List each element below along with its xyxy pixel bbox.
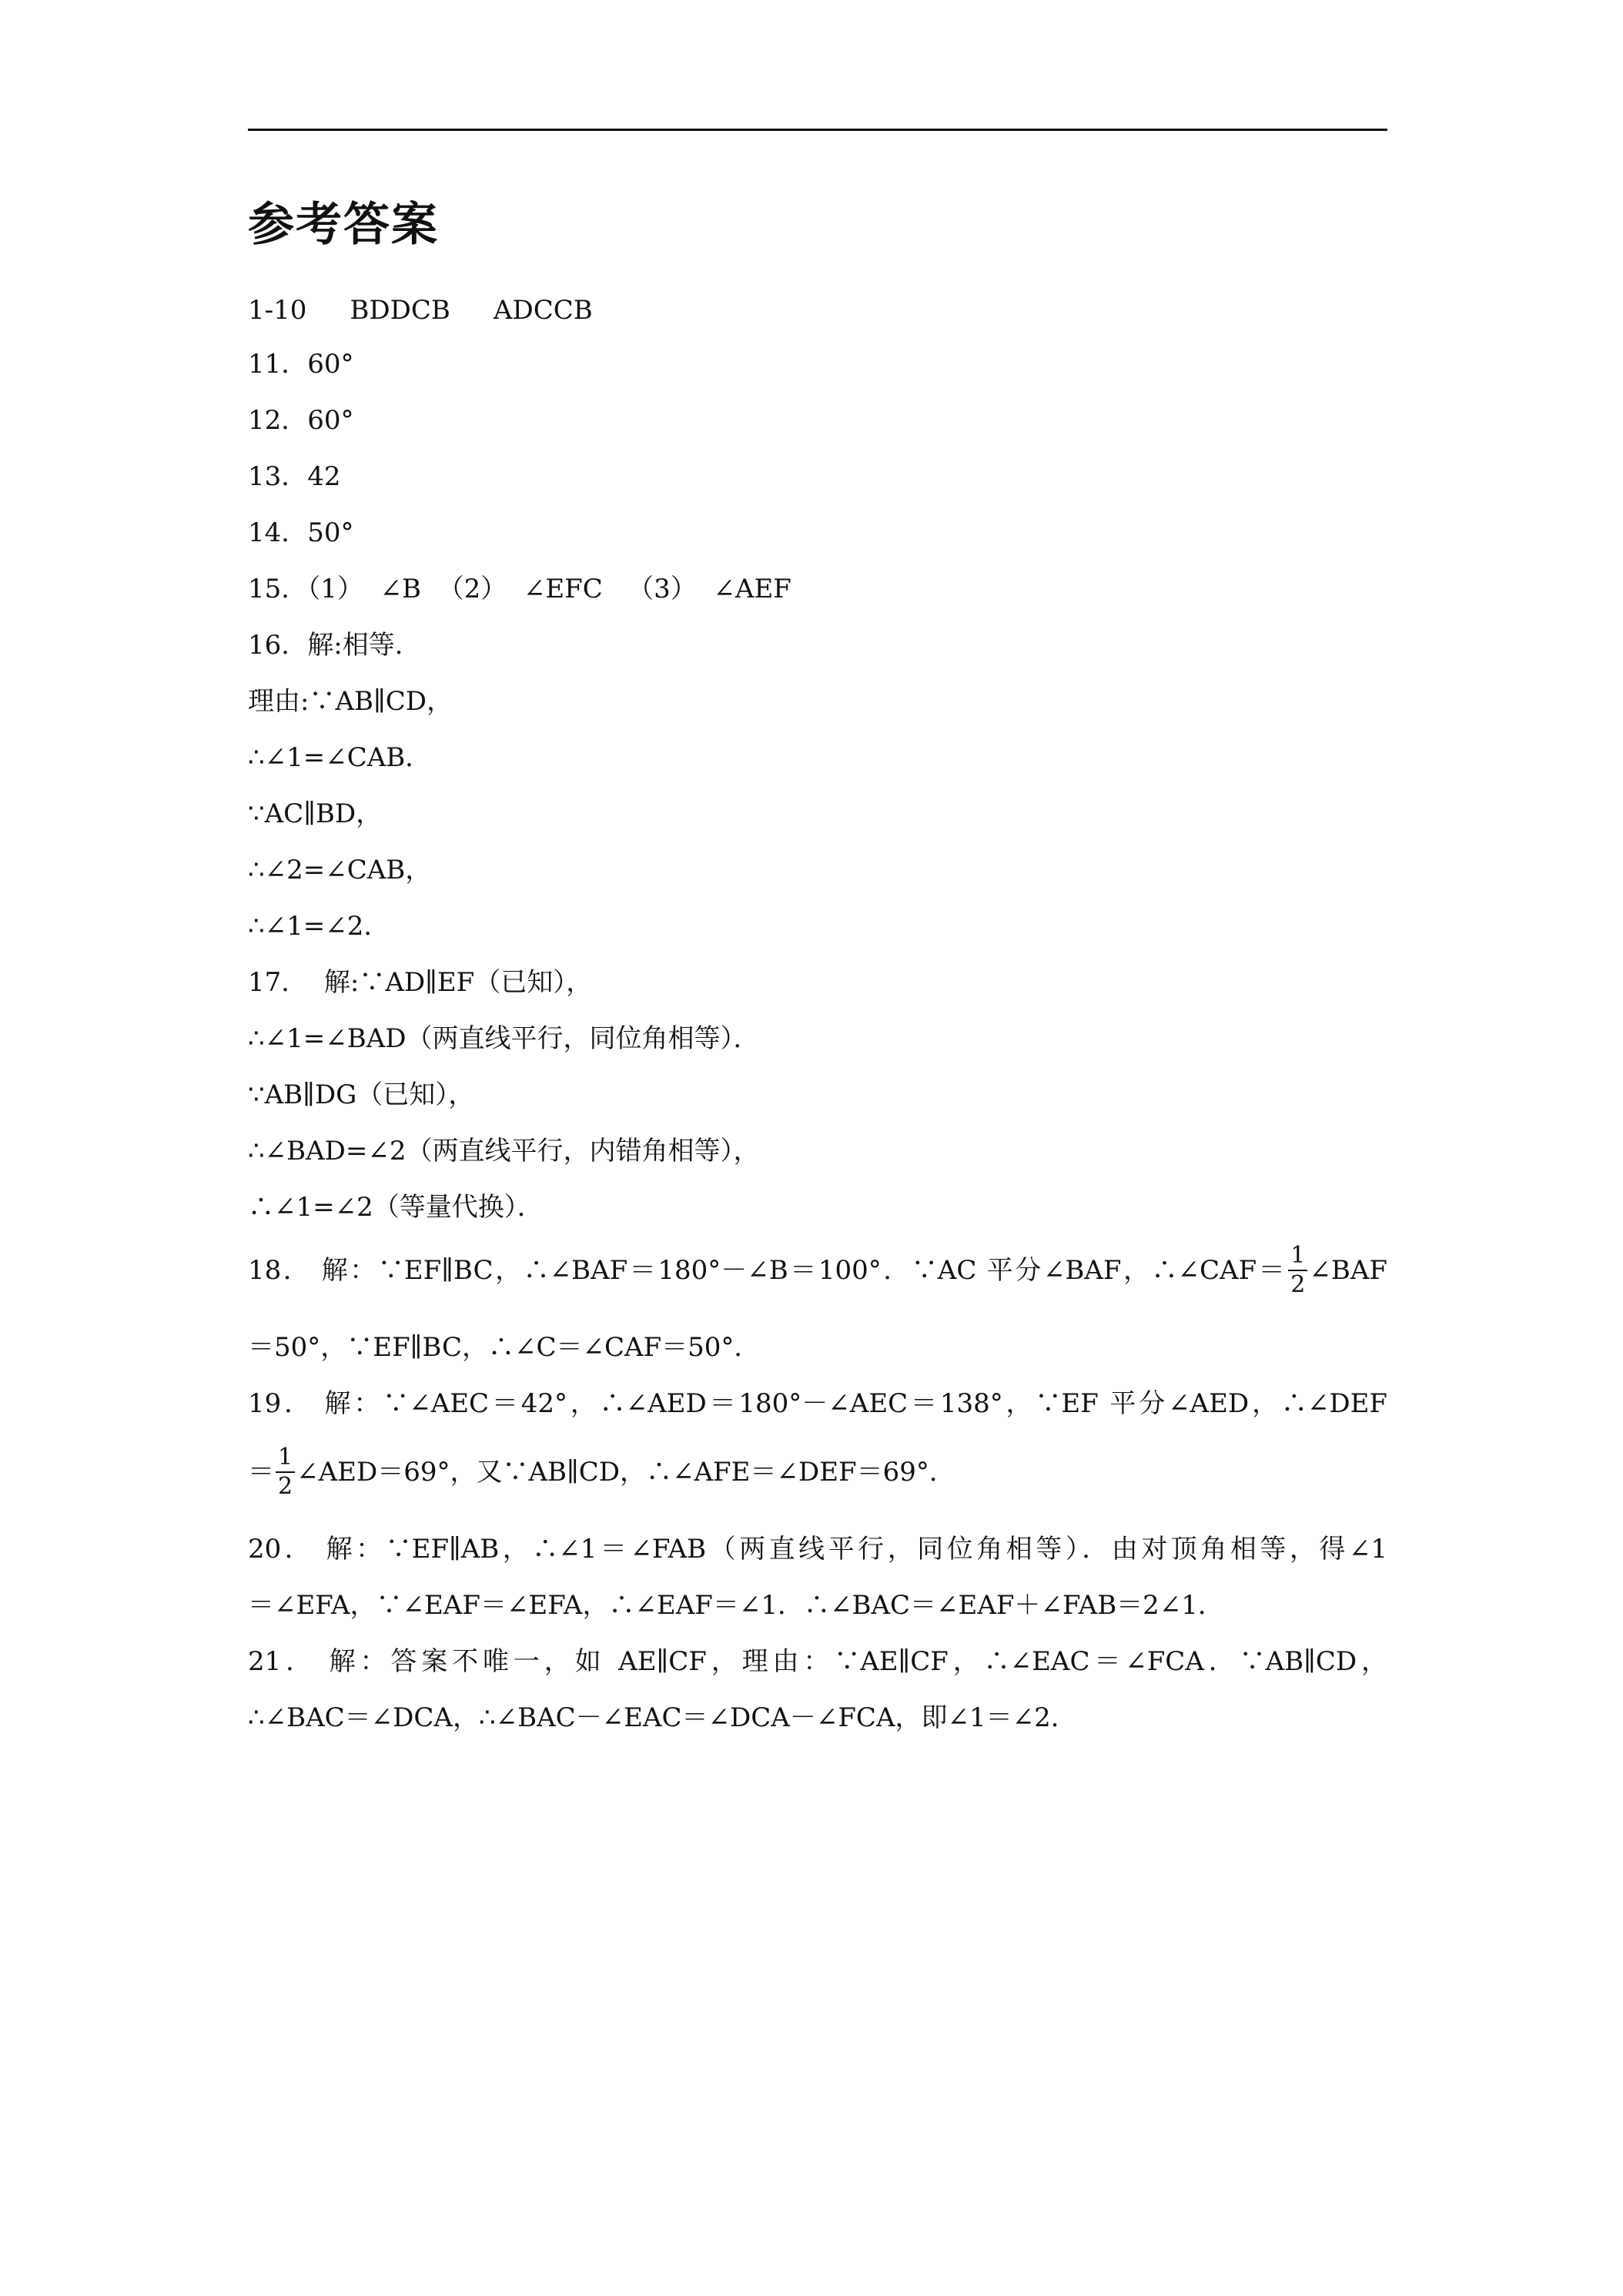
fraction-numerator: 1 <box>276 1446 295 1473</box>
answer-17-line: ∴∠1=∠BAD（两直线平行，同位角相等）． <box>248 1023 760 1054</box>
answer-12: 12．60° <box>248 405 354 436</box>
answer-16-line: ∴∠2=∠CAB， <box>248 855 432 885</box>
answer-20-line-2: ＝∠EFA，∵∠EAF＝∠EFA，∴∠EAF＝∠1．∴∠BAC＝∠EAF＋∠FAB＝2∠1． <box>248 1590 1224 1621</box>
mc-group-2: ADCCB <box>493 295 593 326</box>
answer-11: 11．60° <box>248 349 354 380</box>
answer-18-line-2: ＝50°，∵EF∥BC，∴∠C＝∠CAF＝50°． <box>248 1332 761 1363</box>
answer-17-line: ∴∠BAD=∠2（两直线平行，内错角相等）， <box>248 1136 760 1166</box>
answer-21-line-2: ∴∠BAC＝∠DCA，∴∠BAC－∠EAC＝∠DCA－∠FCA，即∠1＝∠2． <box>248 1702 1077 1733</box>
answer-16-line: ∴∠1=∠CAB． <box>248 742 432 773</box>
answer-16-line: 16．解:相等． <box>248 630 421 661</box>
fraction-one-half <box>1288 1244 1307 1297</box>
answer-19-line-2 <box>248 1444 955 1500</box>
answer-19-text: ∠AED＝69°，又∵AB∥CD，∴∠AFE＝∠DEF＝69°． <box>296 1457 955 1488</box>
fraction-numerator: 1 <box>1288 1244 1307 1271</box>
answer-16-line: ∴∠1=∠2． <box>248 911 390 942</box>
answer-15: 15．（1） ∠B （2） ∠EFC （3） ∠AEF <box>248 574 791 604</box>
answer-19-line-1: 19． 解：∵∠AEC＝42°，∴∠AED＝180°－∠AEC＝138°，∵EF 平分∠AED，∴∠DEF <box>248 1388 1387 1419</box>
answer-18-text: ∠BAF <box>1309 1255 1387 1286</box>
answer-14: 14．50° <box>248 517 354 548</box>
answer-13: 13．42 <box>248 461 341 492</box>
answer-19-text: ＝ <box>248 1457 274 1488</box>
fraction-denominator: 2 <box>1290 1271 1306 1298</box>
answer-17-line: 17． 解:∵AD∥EF（已知）， <box>248 967 593 998</box>
answer-18-line-1 <box>248 1242 1387 1298</box>
fraction-denominator: 2 <box>278 1473 293 1500</box>
answer-16-line: ∵AC∥BD， <box>248 798 383 829</box>
answer-16-line: 理由:∵AB∥CD， <box>248 686 453 717</box>
answer-20-line-1: 20． 解：∵EF∥AB，∴∠1＝∠FAB（两直线平行，同位角相等）．由对顶角相等，得∠1 <box>248 1534 1387 1565</box>
header-rule <box>248 129 1387 131</box>
answer-17-line: ∴∠1=∠2（等量代换）． <box>248 1192 544 1223</box>
answer-1-10 <box>248 295 593 326</box>
fraction-one-half <box>276 1446 295 1498</box>
page-title: 参考答案 <box>248 198 439 252</box>
mc-range: 1-10 <box>248 295 307 326</box>
answer-17-line: ∵AB∥DG（已知）， <box>248 1079 475 1110</box>
mc-group-1: BDDCB <box>350 295 450 326</box>
answer-21-line-1: 21． 解：答案不唯一，如 AE∥CF，理由：∵AE∥CF，∴∠EAC＝∠FCA．∵AB∥CD， <box>248 1646 1387 1677</box>
answer-18-text: 18． 解：∵EF∥BC，∴∠BAF＝180°－∠B＝100°．∵AC 平分∠BAF，∴∠CAF＝ <box>248 1255 1287 1286</box>
